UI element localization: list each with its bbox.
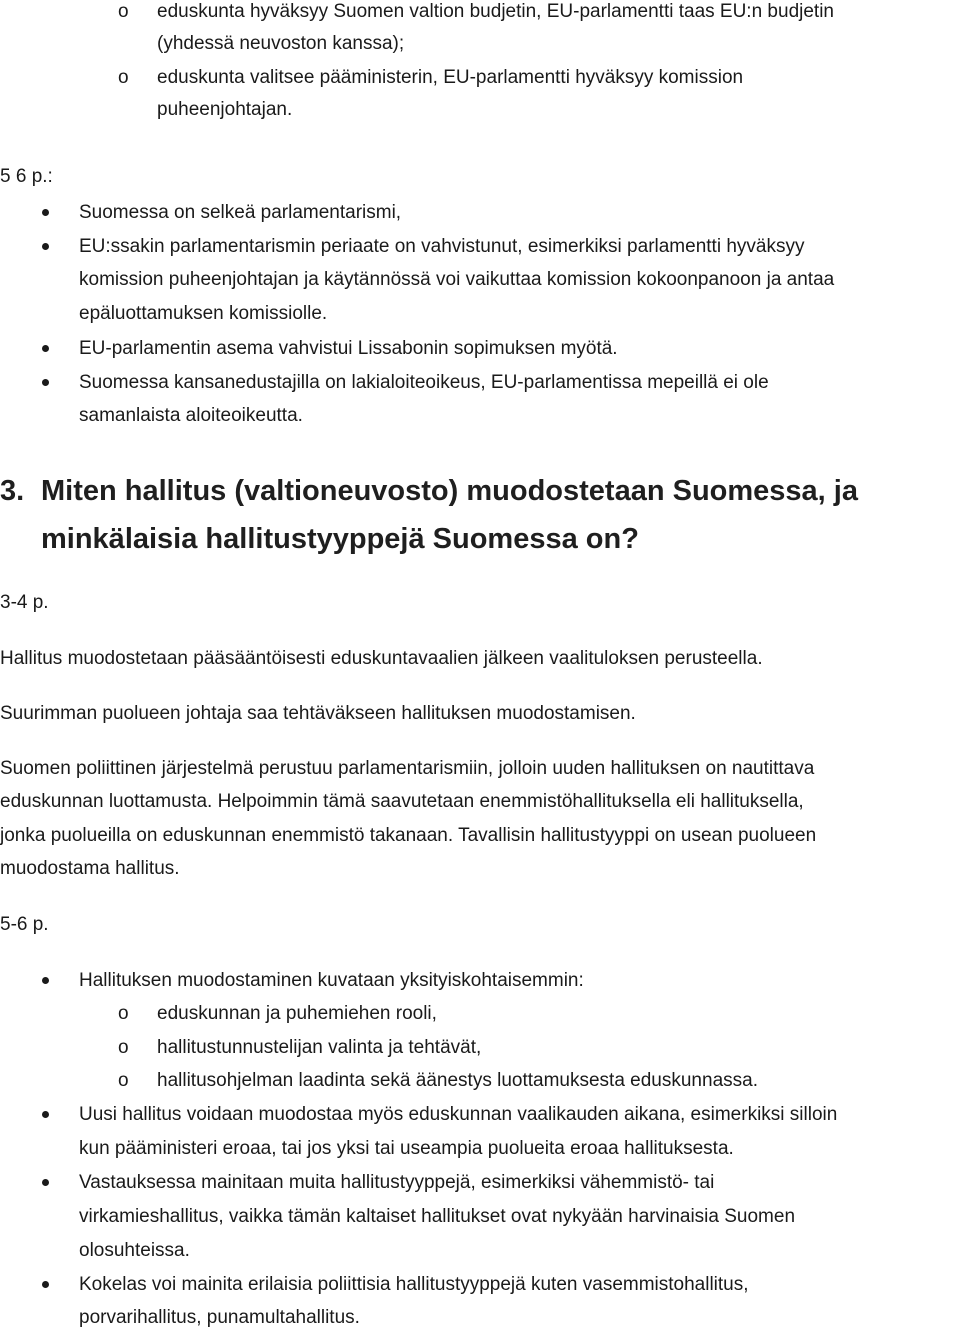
sub-list-marker: o [118, 67, 129, 88]
sub-list-marker: o [118, 1003, 129, 1024]
bullet-icon [42, 977, 49, 984]
sub-list-item: eduskunnan ja puhemiehen rooli, [157, 1003, 437, 1024]
sub-list-marker: o [118, 1070, 129, 1091]
list-item: (yhdessä neuvoston kanssa); [157, 33, 405, 54]
list-item: samanlaista aloiteoikeutta. [79, 405, 303, 426]
list-item: virkamieshallitus, vaikka tämän kaltaiset hallitukset ovat nykyään harvinaisia Suomen [79, 1206, 796, 1227]
list-item: eduskunta hyväksyy Suomen valtion budjetin, EU-parlamentti taas EU:n budjetin [157, 1, 834, 22]
points-label: 5-6 p. [0, 914, 49, 935]
bullet-icon [42, 1179, 49, 1186]
bullet-icon [42, 379, 49, 386]
paragraph: jonka puolueilla on eduskunnan enemmistö takanaan. Tavallisin hallitustyyppi on usean puolueen [0, 825, 817, 846]
list-item: puheenjohtajan. [157, 99, 293, 120]
list-item: Vastauksessa mainitaan muita hallitustyyppejä, esimerkiksi vähemmistö- tai [79, 1172, 715, 1193]
bullet-icon [42, 345, 49, 352]
list-item: Suomessa kansanedustajilla on lakialoiteoikeus, EU-parlamentissa mepeillä ei ole [79, 372, 769, 393]
list-item: Kokelas voi mainita erilaisia poliittisia hallitustyyppejä kuten vasemmistohallitus, [79, 1274, 749, 1295]
sub-list-marker: o [118, 1, 129, 22]
list-item: porvarihallitus, punamultahallitus. [79, 1307, 360, 1328]
list-item: epäluottamuksen komissiolle. [79, 303, 328, 324]
list-item: Hallituksen muodostaminen kuvataan yksityiskohtaisemmin: [79, 970, 584, 991]
list-item: Suomessa on selkeä parlamentarismi, [79, 202, 402, 223]
question-heading: minkälaisia hallitustyyppejä Suomessa on? [41, 523, 639, 555]
list-item: EU:ssakin parlamentarismin periaate on vahvistunut, esimerkiksi parlamentti hyväksyy [79, 236, 805, 257]
paragraph: eduskunnan luottamusta. Helpoimmin tämä saavutetaan enemmistöhallituksella eli hallituksella, [0, 791, 804, 812]
bullet-icon [42, 1281, 49, 1288]
paragraph: Suurimman puolueen johtaja saa tehtäväkseen hallituksen muodostamisen. [0, 703, 636, 724]
sub-list-item: hallitustunnustelijan valinta ja tehtävät, [157, 1037, 482, 1058]
sub-list-marker: o [118, 1037, 129, 1058]
list-item: kun pääministeri eroaa, tai jos yksi tai useampia puolueita eroaa hallituksesta. [79, 1138, 734, 1159]
list-item: komission puheenjohtajan ja käytännössä voi vaikuttaa komission kokoonpanoon ja antaa [79, 269, 835, 290]
list-item: Uusi hallitus voidaan muodostaa myös eduskunnan vaalikauden aikana, esimerkiksi silloin [79, 1104, 838, 1125]
list-item: EU-parlamentin asema vahvistui Lissabonin sopimuksen myötä. [79, 338, 618, 359]
bullet-icon [42, 1111, 49, 1118]
bullet-icon [42, 243, 49, 250]
paragraph: Hallitus muodostetaan pääsääntöisesti eduskuntavaalien jälkeen vaalituloksen perusteella. [0, 648, 763, 669]
list-item: eduskunta valitsee pääministerin, EU-parlamentti hyväksyy komission [157, 67, 744, 88]
question-heading: Miten hallitus (valtioneuvosto) muodostetaan Suomessa, ja [41, 475, 858, 507]
list-item: olosuhteissa. [79, 1240, 190, 1261]
points-label: 5 6 p.: [0, 166, 53, 187]
sub-list-item: hallitusohjelman laadinta sekä äänestys luottamuksesta eduskunnassa. [157, 1070, 758, 1091]
paragraph: muodostama hallitus. [0, 858, 180, 879]
bullet-icon [42, 209, 49, 216]
points-label: 3-4 p. [0, 592, 49, 613]
paragraph: Suomen poliittinen järjestelmä perustuu parlamentarismiin, jolloin uuden hallituksen on nautittava [0, 758, 815, 779]
question-number: 3. [0, 475, 25, 507]
